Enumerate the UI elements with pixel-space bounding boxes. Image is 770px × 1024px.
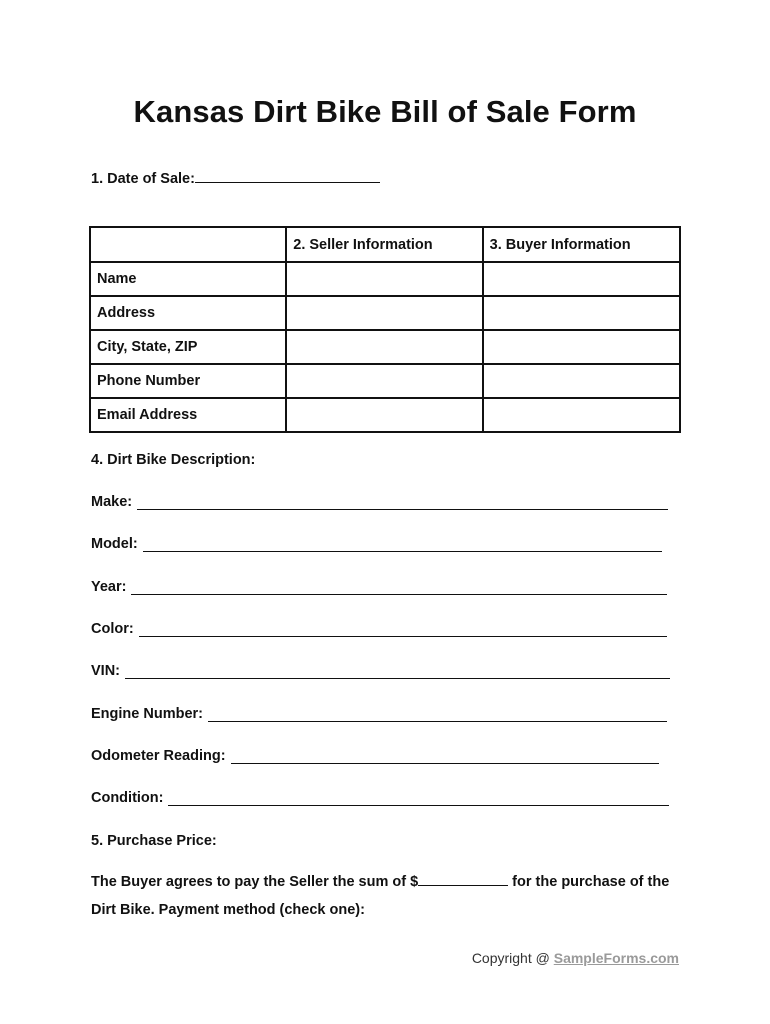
row-label-email: Email Address (90, 398, 286, 432)
year-line[interactable] (131, 580, 667, 595)
seller-email-cell[interactable] (286, 398, 482, 432)
condition-field (91, 790, 669, 806)
condition-line[interactable] (168, 791, 669, 806)
condition-label: Condition: (91, 790, 164, 806)
vin-label: VIN: (91, 663, 120, 679)
engine-number-line[interactable] (208, 707, 667, 722)
buyer-name-cell[interactable] (483, 262, 680, 296)
color-field (91, 621, 667, 637)
row-label-city-state-zip: City, State, ZIP (90, 330, 286, 364)
make-field (91, 494, 668, 510)
make-label: Make: (91, 494, 133, 510)
purchase-text-after: for the purchase of the Dirt Bike. Payment method (check one): (91, 874, 670, 918)
buyer-phone-cell[interactable] (483, 364, 680, 398)
table-header-buyer: 3. Buyer Information (483, 227, 680, 262)
brand-link[interactable]: SampleForms.com (553, 950, 679, 966)
party-info-table (89, 226, 681, 433)
seller-phone-cell[interactable] (286, 364, 482, 398)
model-line[interactable] (143, 537, 662, 552)
table-row (90, 262, 680, 296)
table-row (90, 364, 680, 398)
row-label-name: Name (90, 262, 286, 296)
purchase-amount-blank[interactable] (418, 871, 508, 886)
vin-line[interactable] (125, 664, 670, 679)
model-field (91, 536, 662, 552)
seller-address-cell[interactable] (286, 296, 482, 330)
odometer-line[interactable] (231, 749, 659, 764)
seller-name-cell[interactable] (286, 262, 482, 296)
table-header-seller: 2. Seller Information (286, 227, 482, 262)
purchase-paragraph (91, 868, 681, 924)
make-line[interactable] (137, 495, 668, 510)
row-label-address: Address (90, 296, 286, 330)
date-of-sale-blank[interactable] (195, 168, 380, 183)
date-of-sale-label: 1. Date of Sale: (91, 171, 195, 187)
table-header-cell (90, 227, 286, 262)
engine-number-label: Engine Number: (91, 706, 203, 722)
odometer-field (91, 748, 659, 764)
page-title: Kansas Dirt Bike Bill of Sale Form (133, 94, 637, 129)
year-field (91, 579, 667, 595)
buyer-address-cell[interactable] (483, 296, 680, 330)
purchase-heading: 5. Purchase Price: (91, 833, 217, 849)
buyer-email-cell[interactable] (483, 398, 680, 432)
copyright-footer (472, 950, 679, 966)
copyright-prefix: Copyright @ (471, 950, 554, 966)
purchase-text-before: The Buyer agrees to pay the Seller the sum of $ (91, 874, 419, 890)
engine-number-field (91, 706, 667, 722)
odometer-label: Odometer Reading: (91, 748, 226, 764)
buyer-city-cell[interactable] (483, 330, 680, 364)
year-label: Year: (91, 579, 127, 595)
color-line[interactable] (139, 622, 667, 637)
model-label: Model: (91, 536, 138, 552)
table-row (90, 296, 680, 330)
color-label: Color: (91, 621, 134, 637)
seller-city-cell[interactable] (286, 330, 482, 364)
description-heading: 4. Dirt Bike Description: (91, 452, 256, 468)
table-row (90, 330, 680, 364)
vin-field (91, 663, 670, 679)
date-of-sale (91, 168, 380, 187)
table-header-row (90, 227, 680, 262)
table-row (90, 398, 680, 432)
row-label-phone: Phone Number (90, 364, 286, 398)
